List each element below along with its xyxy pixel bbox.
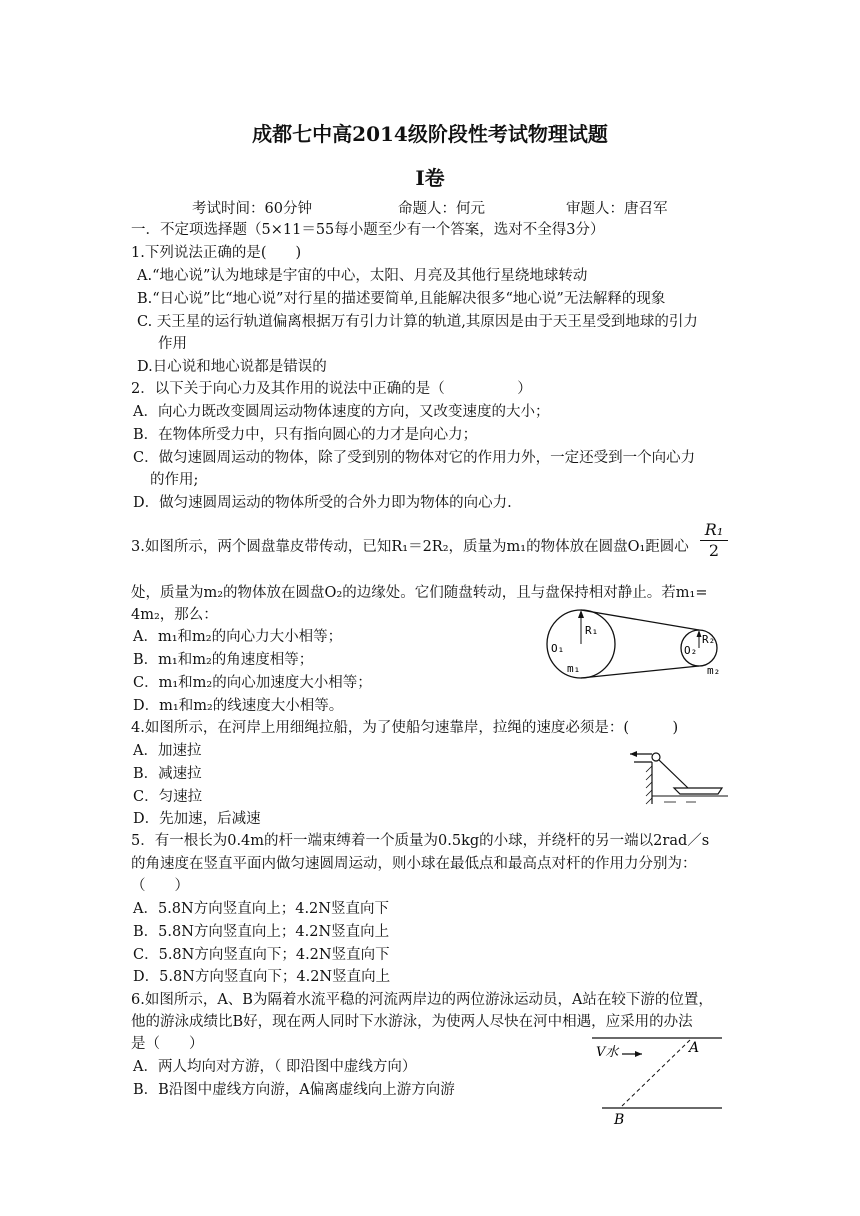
- q6-stem-line1: 6.如图所示，A、B为隔着水流平稳的河流两岸边的两位游泳运动员，A站在较下游的位置，: [131, 992, 713, 1008]
- q3-stem-line2: 处，质量为m₂的物体放在圆盘O₂的边缘处。它们随盘转动，且与盘保持相对静止。若m₁=: [131, 585, 708, 601]
- q1-option-d: D.日心说和地心说都是错误的: [137, 359, 327, 375]
- label-m2: m₂: [707, 664, 721, 677]
- q1-stem: 1.下列说法正确的是( ): [131, 245, 302, 261]
- exam-time: 考试时间：60分钟: [192, 201, 312, 217]
- q3-option-b: B．m₁和m₂的角速度相等；: [133, 652, 314, 668]
- q1-option-c: C. 天王星的运行轨道偏离根据万有引力计算的轨道,其原因是由于天王星受到地球的引力: [137, 314, 698, 330]
- q6-stem-line2: 他的游泳成绩比B好，现在两人同时下水游泳，为使两人尽快在河中相遇，应采用的办法: [131, 1014, 693, 1030]
- q3-fraction: [700, 520, 728, 561]
- radius-r2-arrowhead: [697, 630, 702, 637]
- label-r2: R₂: [702, 633, 716, 646]
- q5-stem-line3: （ ）: [131, 878, 189, 894]
- q5-option-d: D．5.8N方向竖直向下；4.2N竖直向上: [133, 969, 391, 985]
- label-m1: m₁: [567, 662, 581, 675]
- section-heading: 一．不定项选择题（5×11＝55每小题至少有一个答案，选对不全得3分）: [131, 222, 605, 238]
- current-arrowhead: [635, 1051, 642, 1057]
- connecting-dashed-line: [622, 1040, 690, 1106]
- q4-stem: 4.如图所示，在河岸上用细绳拉船，为了使船匀速靠岸，拉绳的速度必须是：( ): [131, 720, 679, 736]
- q3-option-c: C．m₁和m₂的向心加速度大小相等；: [133, 675, 372, 691]
- radius-r1-arrowhead: [578, 610, 584, 618]
- q4-option-c: C．匀速拉: [133, 789, 203, 805]
- boat: [674, 788, 722, 794]
- river-swimmers-figure: [592, 1030, 722, 1130]
- q4-option-d: D．先加速，后减速: [133, 811, 261, 827]
- q3-option-a: A．m₁和m₂的向心力大小相等；: [133, 629, 343, 645]
- pull-arrowhead: [630, 751, 637, 757]
- q5-option-a: A．5.8N方向竖直向上；4.2N竖直向下: [133, 901, 389, 917]
- q2-option-c: C．做匀速圆周运动的物体，除了受到别的物体对它的作用力外，一定还受到一个向心力: [133, 450, 696, 466]
- label-o2: O₂: [684, 644, 698, 657]
- exam-reviewer: 审题人：唐召军: [566, 201, 668, 217]
- q2-option-c-cont: 的作用;: [150, 472, 199, 488]
- q2-option-a: A．向心力既改变圆周运动物体速度的方向，又改变速度的大小；: [133, 404, 550, 420]
- page-title: 成都七中高2014级阶段性考试物理试题: [252, 122, 608, 146]
- q4-option-b: B．减速拉: [133, 766, 202, 782]
- label-a: A: [689, 1040, 700, 1056]
- q2-stem: 2．以下关于向心力及其作用的说法中正确的是（ ）: [131, 381, 532, 397]
- q3-stem-line1: 3.如图所示，两个圆盘靠皮带传动，已知R₁＝2R₂，质量为m₁的物体放在圆盘O₁距圆心: [131, 539, 689, 555]
- q6-stem-line3: 是（ ）: [131, 1036, 204, 1052]
- q5-option-b: B．5.8N方向竖直向上；4.2N竖直向上: [133, 924, 390, 940]
- q4-option-a: A．加速拉: [133, 743, 202, 759]
- q1-option-a: A.“地心说”认为地球是宇宙的中心，太阳、月亮及其他行星绕地球转动: [137, 268, 588, 284]
- belt-top: [581, 610, 699, 630]
- pulley: [652, 753, 660, 761]
- belt-pulley-figure: [545, 606, 735, 686]
- bank-hatching: [646, 766, 652, 804]
- q6-option-b: B．B沿图中虚线方向游，A偏离虚线向上游方向游: [133, 1082, 455, 1098]
- label-r1: R₁: [585, 624, 599, 637]
- q2-option-d: D．做匀速圆周运动的物体所受的合外力即为物体的向心力.: [133, 495, 512, 511]
- q3-stem-line3: 4m₂，那么：: [131, 607, 218, 623]
- label-v-water: V水: [596, 1045, 619, 1060]
- q3-fraction-numerator: R₁: [700, 520, 728, 541]
- q5-stem-line1: 5．有一根长为0.4m的杆一端束缚着一个质量为0.5kg的小球，并绕杆的另一端以2rad／s: [131, 833, 710, 849]
- q1-option-b: B.“日心说”比“地心说”对行星的描述要简单,且能解决很多“地心说”无法解释的现象: [137, 291, 666, 307]
- q5-stem-line2: 的角速度在竖直平面内做匀速圆周运动，则小球在最低点和最高点对杆的作用力分别为：: [131, 856, 697, 872]
- q2-option-b: B．在物体所受力中，只有指向圆心的力才是向心力；: [133, 427, 478, 443]
- q3-option-d: D．m₁和m₂的线速度大小相等。: [133, 698, 344, 714]
- page-subtitle: I卷: [415, 166, 445, 190]
- q6-option-a: A．两人均向对方游，（ 即沿图中虚线方向）: [133, 1059, 417, 1075]
- boat-pulling-figure: [630, 744, 730, 808]
- q3-fraction-denominator: 2: [708, 541, 720, 560]
- exam-author: 命题人：何元: [398, 201, 485, 217]
- label-o1: O₁: [551, 642, 565, 655]
- label-b: B: [614, 1112, 625, 1128]
- q5-option-c: C．5.8N方向竖直向下；4.2N竖直向下: [133, 947, 390, 963]
- belt-bottom: [581, 666, 699, 678]
- q1-option-c-cont: 作用: [158, 336, 187, 352]
- rope: [659, 760, 688, 788]
